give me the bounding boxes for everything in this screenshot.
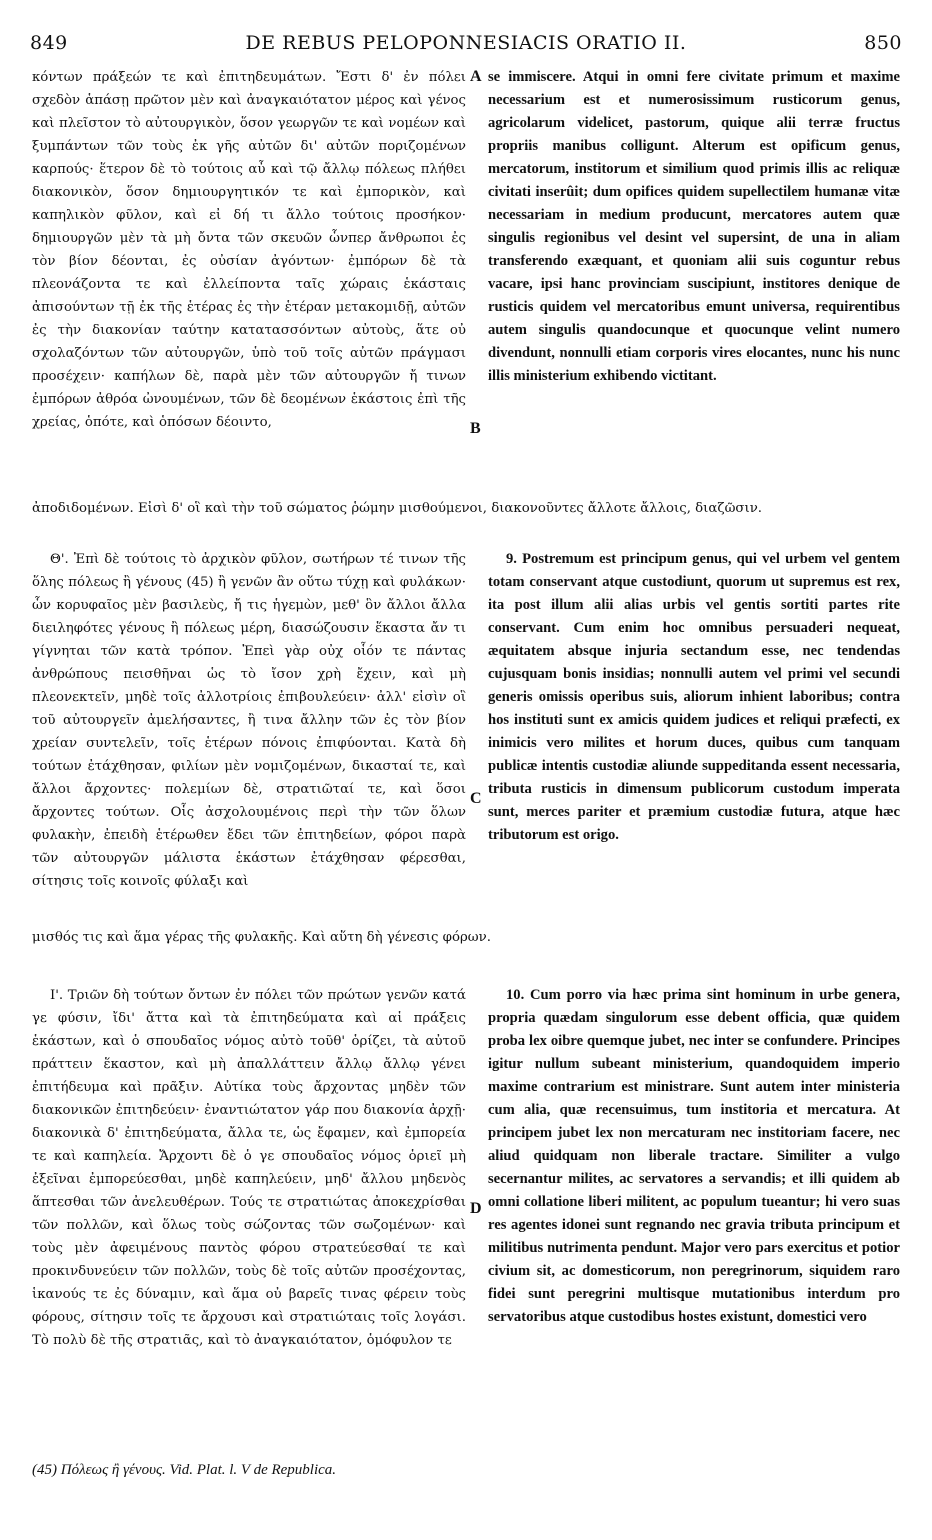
margin-letter-d: D	[470, 1200, 482, 1217]
page-number-right: 850	[864, 32, 902, 54]
page-number-left: 849	[30, 32, 68, 54]
running-title: DE REBUS PELOPONNESIACIS ORATIO II.	[245, 32, 687, 54]
greek-section-9: Θ'. Ἐπὶ δὲ τούτοις τὸ ἀρχικὸν φῦλον, σωτήρων τέ τινων τῆς ὅλης πόλεως ἢ γένους (45) ἢ γενῶν ἂν οὕτω τύχῃ καὶ φυλάκων· ὧν κορυφαῖος μὲν βασιλεὺς, ἤ τις ἡγεμὼν, μεθ' ὃν ἄλλοι ἄλλα διειληφότες γένους ἢ πόλεως μέρη, διασώζουσιν ἕκαστα ἄν τι γίγνηται τῶν κατὰ τρόπον. Ἐπεὶ γὰρ οὐχ οἷόν τε πάντας ἀνθρώπους πεισθῆναι ὡς τὸ ἴσον χρὴ ἔχειν, καὶ μὴ πλεονεκτεῖν, μηδὲ τοῖς ἀλλοτρίοις ἐπιβουλεύειν· ἀλλ' εἰσὶν οἳ τοῦ αὐτουργεῖν ἀμελήσαντες, ἢ τινα ἄλλην τῶν ἐς τὸν βίον χρείαν συντελεῖν, τοῖς ἑτέρων πόνοις ἐπιφύονται. Κατὰ δὴ τούτων ἐτάχθησαν, φιλίων μὲν νομιζομένων, δικασταί τε, καὶ ἄλλοι ἄρχοντες· πολεμίων δὲ, στρατιῶταί τε, καὶ ὅσοι ἄρχοντες τούτων. Οἷς ἀσχολουμένοις περὶ τὴν τῶν ὅλων φυλακὴν, ἐπειδὴ ἑτέρωθεν ἔδει τῶν ἐπιτηδείων, φόροι παρὰ τῶν αὐτουργῶν μάλιστα ἑκάστων ἐτάχθησαν φέρεσθαι, σίτησις τοῖς κοινοῖς φύλαξι καὶ	[32, 552, 466, 889]
greek-section-8-continuation: ἀποδιδομένων. Εἰσὶ δ' οἳ καὶ τὴν τοῦ σώματος ῥώμην μισθούμενοι, διακονοῦντες ἄλλοτε ἄλλοις, διαζῶσιν.	[32, 501, 763, 516]
margin-letter-a: A	[470, 68, 482, 85]
margin-letter-b: B	[470, 420, 481, 437]
greek-section-10: Ι'. Τριῶν δὴ τούτων ὄντων ἐν πόλει τῶν πρώτων γενῶν κατά γε φύσιν, ἴδι' ἄττα καὶ τὰ ἐπιτηδεύματα καὶ αἱ πράξεις ἑκάστων, καὶ ὁ σπουδαῖος νόμος αὐτὸ τοῦθ' ὁρίζει, τὰ αὐτοῦ πράττειν ἕκαστον, καὶ μὴ ἀπαλλάττειν ἄλλῳ ἄλλῳ γένει ἐπιτήδευμα καὶ πρᾶξιν. Αὐτίκα τοὺς ἄρχοντας μηδὲν τῶν διακονικῶν ἐπιτηδεύειν· ἐναντιώτατον γάρ που διακονία ἀρχῇ· διακονικὰ δ' ἐπιτηδεύματα, ἄλλα τε, ὡς ἔφαμεν, καὶ ἐμπορεία τε καὶ καπηλεία. Ἄρχοντι δὲ ὁ γε σπουδαῖος νόμος ὁριεῖ μὴ ἐξεῖναι ἐμπορεύεσθαι, μηδὲ καπηλεύειν, μηδ' ἄλλου μηδενὸς ἅπτεσθαι τῶν ἀνελευθέρων. Τούς τε στρατιώτας ἀποκεχρίσθαι τῶν πολλῶν, καὶ ὅλως τοὺς σώζοντας τῶν σωζομένων· καὶ τοὺς μὲν ἀφειμένους παντὸς φόρου στρατεύεσθαί τε καὶ προκινδυνεύειν τῶν πολλῶν, τοὺς δὲ τοῖς αὐτῶν προσέχοντας, ἱκανούς τε ἐς δύναμιν, καὶ ἅμα οὐ βαρεῖς τινας φέρειν τοὺς φόρους, σίτησιν τοῖς τε ἄρχουσι καὶ στρατιώταις τοῖς λογάσι. Τὸ πολὺ δὲ τῆς στρατιᾶς, καὶ τὸ ἀναγκαιότατον, ὁμόφυλον τε	[32, 988, 466, 1348]
greek-section-8: κόντων πράξεών τε καὶ ἐπιτηδευμάτων. Ἔστι δ' ἐν πόλει σχεδὸν ἁπάσῃ πρῶτον μὲν καὶ ἀναγκαιότατον μέρος καὶ γένος καὶ πλεῖστον τὸ αὐτουργικὸν, ὅσον γεωργῶν τε καὶ νομέων καὶ ξυμπάντων τῶν τοὺς ἐκ γῆς αὐτῶν δι' αὐτῶν ποριζομένων καρπούς· ἕτερον δὲ τὸ τούτοις αὖ καὶ τῷ ἄλλῳ πόλεως πλήθει διακονικὸν, ὅσον δημιουργητικόν τε καὶ ἐμπορικὸν, καὶ καπηλικὸν φῦλον, καὶ εἰ δή τι ἄλλο τούτοις προσήκον· δημιουργῶν μὲν τὰ μὴ ὄντα τῶν σκευῶν ὧνπερ ἄνθρωποι ἐς τὸν βίον δέονται, ἐς οὐσίαν ἀγόντων· ἐμπόρων δὲ τὰ πλεονάζοντα τε καὶ ἐλλείποντα ταῖς χώραις ἑκάσταις ἀπισούντων τῇ ἐκ τῆς ἑτέρας ἐς τὴν ἑτέραν μετακομιδῇ, αὐτῶν ἐς τὴν διακονίαν ταύτην κατατασσόντων αὐτοὺς, ἅτε οὐ σχολαζόντων τῶν αὐτουργῶν, ὑπὸ τοῦ τοῖς αὐτῶν πράγμασι προσέχειν· καπήλων δὲ, παρὰ μὲν τῶν αὐτουργῶν ἤ τινων ἐμπόρων ἀθρόα ὠνουμένων, τῶν δὲ δεομένων ἑκάστοις ἐπὶ τῆς χρείας, ὁπότε, καὶ ὁπόσων δέοιντο,	[32, 70, 466, 430]
margin-letter-c: C	[470, 790, 482, 807]
footnote: (45) Πόλεως ἢ γένους. Vid. Plat. l. V de Republica.	[32, 1462, 337, 1478]
latin-section-9: 9. Postremum est principum genus, qui vel urbem vel gentem totam conservant atque custodiunt, quorum ut supremus est rex, ita post illum alii alias urbis vel gentis sortiti partes rite conservant. Cum enim hoc omnibus persuaderi nequeat, æquitatem absque injuria sectandum esse, nec tendendas cujusquam bonis insidias; nonnulli autem vel primi vel secundi generis omissis operibus suis, aliorum inhient laboribus; contra hos instituti sunt ex amicis quidem judices et reliqui præfecti, ex inimicis vero milites et horum duces, quibus cum tanquam publicæ intentis custodiæ aliunde suppeditanda essent necessaria, tributa rusticis in dimensum publicorum custodum imperata sunt, merces pariter et præmium custodiæ futura, atque hæc tributorum est origo.	[488, 551, 900, 843]
latin-section-10: 10. Cum porro via hæc prima sint hominum in urbe genera, propria quædam singulorum esse debent officia, quæ quidem proba lex oibre quemque jubet, nec inter se confundere. Principes igitur nullum subeant ministerium, quandoquidem imperio maxime contrarium est ministrare. Sunt autem inter ministeria cum alia, quæ recensuimus, tum institoria et mercatura. At principem jubet lex non mercaturam nec institoriam facere, nec aliud quidquam non liberale tractare. Similiter a vulgo secernantur milites, ac servatores a servandis; et illi quidem ab omni collatione liberi militent, ac populum tueantur; hi vero suas res agentes idonei sunt regnando nec gravia tributa principum et militibus nutrimenta pendunt. Major vero pars exercitus et potior civium sit, ac domesticorum, non peregrinorum, siquidem raro fidei sunt peregrini multisque mutationibus interdum pro servatoribus atque custodibus hostes existunt, domestici vero	[488, 987, 900, 1325]
running-header	[30, 32, 902, 60]
greek-section-9-continuation: μισθός τις καὶ ἅμα γέρας τῆς φυλακῆς. Καὶ αὕτη δὴ γένεσις φόρων.	[32, 930, 491, 945]
latin-section-8: se immiscere. Atqui in omni fere civitate primum et maxime necessarium est et numerosissimum rusticorum genus, agricolarum videlicet, pastorum, quique alii terræ fructus propriis manibus colligunt. Alterum est opificum genus, mercatorum, institorum et similium quod primis illis ac reliquæ civitati inserûit; dum opifices quidem supellectilem humanæ vitæ necessariam in medium producunt, mercatores autem quæ singulis regionibus vel desint vel supersint, de una in aliam transferendo exæquant, et quoniam alii suis coguntur rebus vacare, ipsi hanc provinciam suscipiunt, institores denique de rusticis quidem vel mercatoribus emunt universa, requirentibus autem singulis quandocunque et quocunque velint numero divendunt, nonnulli etiam corporis vires elocantes, nunc his nunc illis ministerium exhibendo victitant.	[488, 69, 900, 384]
